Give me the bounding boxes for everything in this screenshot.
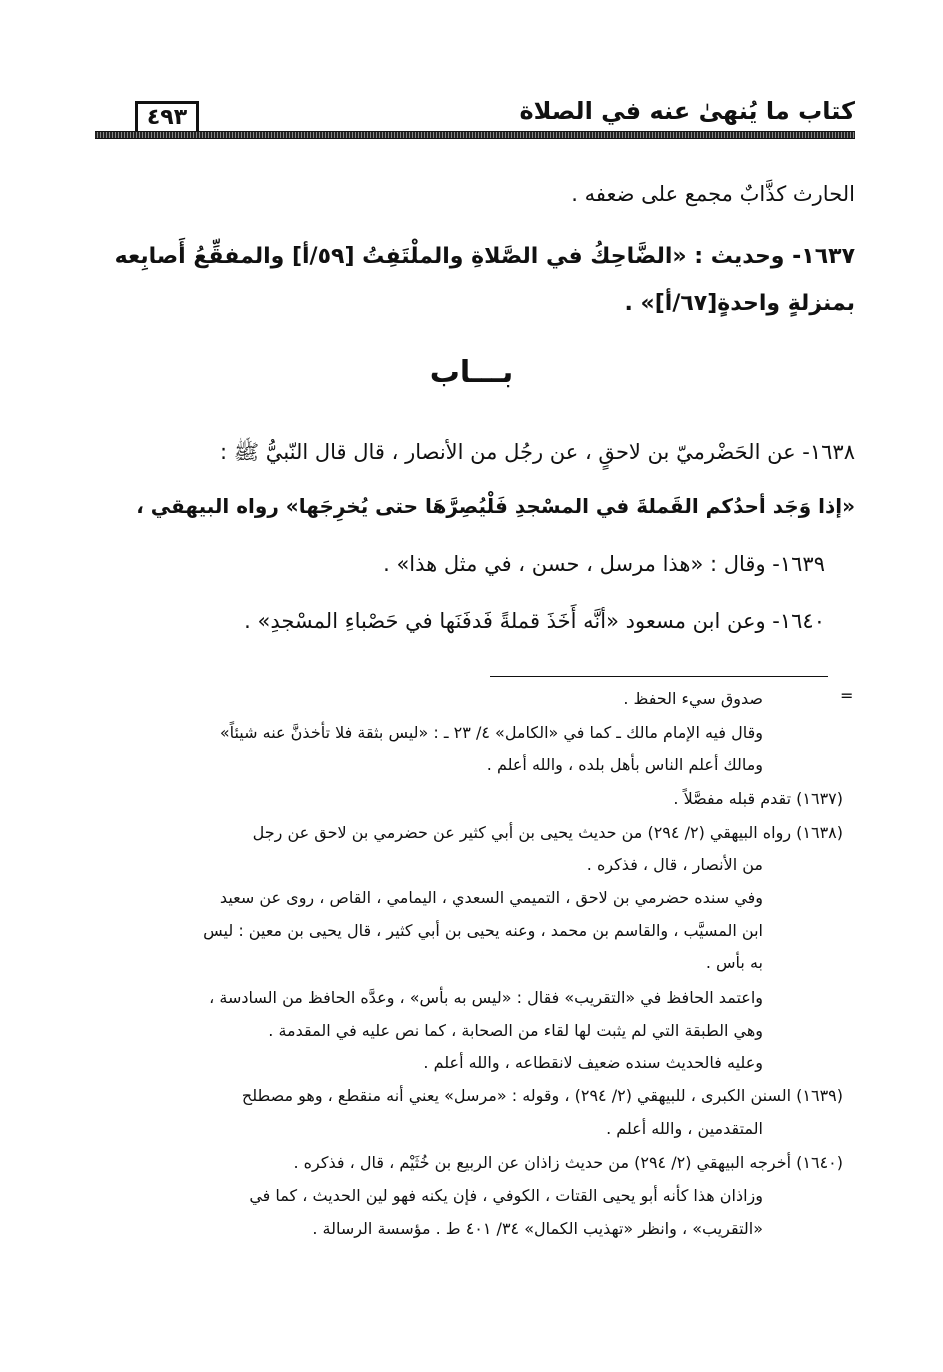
main-text [85, 0, 855, 660]
footnote-line: ابن المسيَّب ، والقاسم بن محمد ، وعنه يحيى بن أبي كثير ، قال يحيى بن معين : ليس [203, 921, 763, 940]
footnote-line: المتقدمين ، والله أعلم . [606, 1119, 763, 1138]
footnote-line: ومالك أعلم الناس بأهل بلده ، والله أعلم . [486, 755, 763, 774]
footnote-line: به بأس . [705, 953, 763, 972]
footnote-line: وفي سنده حضرمي بن لاحق ، التميمي السعدي ، اليمامي ، القاص ، روى عن سعيد [219, 888, 763, 907]
main-line-4: ١٦٣٨- عن الحَضْرميّ بن لاحقٍ ، عن رجُل من الأنصار ، قال قال النّبيُّ ﷺ : [220, 440, 855, 464]
footnote-line: وزاذان هذا كأنه أبو يحيى القتات ، الكوفي ، فإن يكنه فهو لين الحديث ، كما في [249, 1186, 763, 1205]
main-line-5: «إذا وَجَد أحدُكم القَملةَ في المسْجدِ فَلْيُصِرَّهَا حتى يُخرِجَها» رواه البيهقي ، [136, 494, 855, 518]
footnote-continuation-mark: = [840, 686, 854, 705]
footnote-line: (١٦٤٠) أخرجه البيهقي (٢/ ٢٩٤) من حديث زاذان عن الربيع بن خُثَيْم ، قال ، فذكره . [293, 1153, 843, 1172]
main-line-7: ١٦٤٠- وعن ابن مسعود «أنَّه أَخَذَ قملةً فَدفَنَها في حَصْباءِ المسْجدِ» . [244, 609, 825, 633]
footnote-line: (١٦٣٨) رواه البيهقي (٢/ ٢٩٤) من حديث يحيى بن أبي كثير عن حضرمي بن لاحق عن رجل [252, 823, 843, 842]
page-number: ٤٩٣ [135, 101, 199, 131]
footnote-line: (١٦٣٩) السنن الكبرى ، للبيهقي (٢/ ٢٩٤) ، وقوله : «مرسل» يعني أنه منقطع ، وهو مصطلح [241, 1086, 843, 1105]
footnote-line: وهي الطبقة التي لم يثبت لها لقاء من الصحابة ، كما نص عليه في المقدمة . [268, 1021, 763, 1040]
main-line-1: الحارث كذَّابٌ مجمع على ضعفه . [571, 182, 855, 206]
footnote-line: «التقريب» ، وانظر «تهذيب الكمال» ٣٤/ ٤٠١ ط . مؤسسة الرسالة . [312, 1219, 763, 1238]
footnote-line: (١٦٣٧) تقدم قبله مفصَّلاً . [673, 789, 843, 808]
running-title: كتاب ما يُنهىٰ عنه في الصلاة [519, 97, 855, 125]
footnote-line: وقال فيه الإمام مالك ـ كما في «الكامل» ٤/ ٢٣ ـ : «ليس بثقة فلا تأخذنَّ عنه شيئاً» [219, 723, 763, 742]
footnote-line: صدوق سيء الحفظ . [623, 689, 763, 708]
footnote-line: وعليه فالحديث سنده ضعيف لانقطاعه ، والله أعلم . [423, 1053, 763, 1072]
main-line-2: ١٦٣٧- وحديث : «الضَّاحِكُ في الصَّلاةِ والملْتَفِتُ [٥٩/أ] والمفقِّعُ أَصابِعه [114, 244, 855, 269]
section-heading: بـــاب [429, 355, 514, 390]
footnote-line: من الأنصار ، قال ، فذكره . [586, 855, 763, 874]
main-line-6: ١٦٣٩- وقال : «هذا مرسل ، حسن ، في مثل هذا» . [383, 552, 825, 576]
footnote-separator [490, 676, 828, 677]
main-line-3: بمنزلةٍ واحدةٍ[٦٧/أ]» . [624, 291, 855, 316]
footnote-line: واعتمد الحافظ في «التقريب» فقال : «ليس به بأس» ، وعدَّه الحافظ من السادسة ، [209, 988, 763, 1007]
